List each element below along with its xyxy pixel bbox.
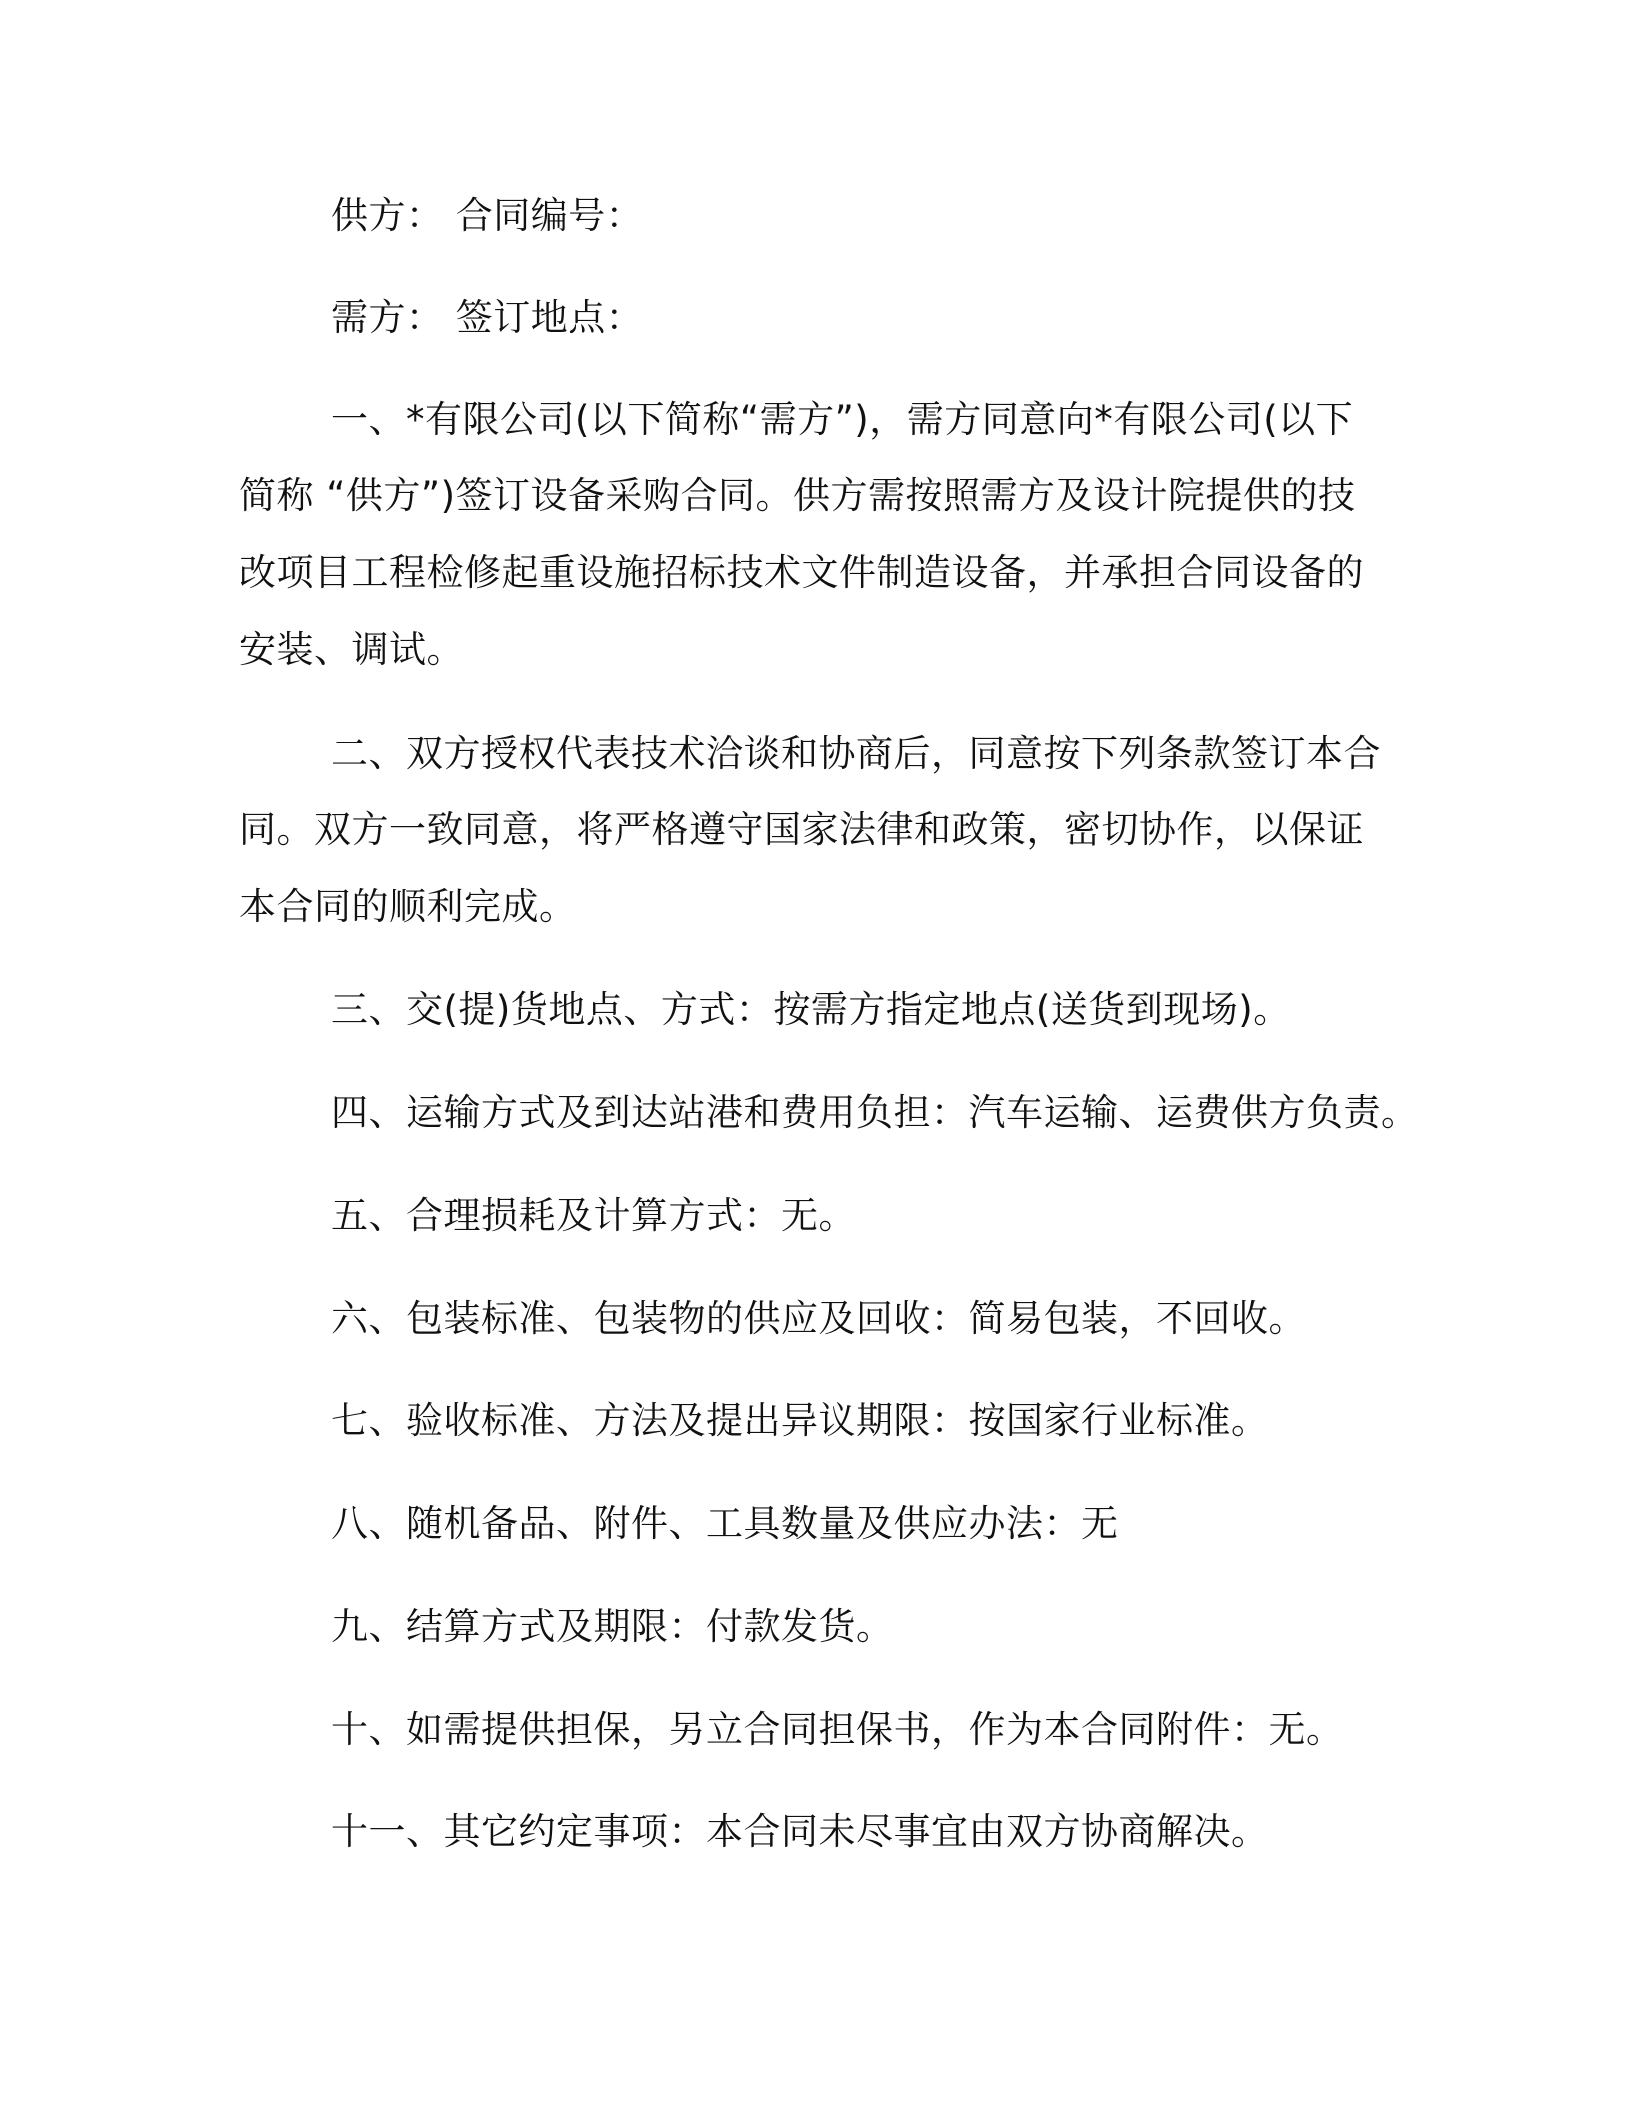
clause-10: 十、如需提供担保，另立合同担保书，作为本合同附件：无。: [331, 1708, 1344, 1751]
clause-1-line-1: 一、*有限公司(以下简称“需方”)，需方同意向*有限公司(以下: [331, 398, 1354, 441]
clause-1-line-4: 安装、调试。: [239, 628, 464, 671]
buyer-signing-place-line: 需方： 签订地点：: [331, 296, 644, 339]
clause-8: 八、随机备品、附件、工具数量及供应办法：无: [331, 1502, 1119, 1545]
clause-9: 九、结算方式及期限：付款发货。: [331, 1605, 894, 1648]
clause-6: 六、包装标准、包装物的供应及回收：简易包装，不回收。: [331, 1297, 1306, 1340]
supplier-contract-number-line: 供方： 合同编号：: [331, 194, 644, 237]
clause-1-line-2: 简称 “供方”)签订设备采购合同。供方需按照需方及设计院提供的技: [239, 474, 1356, 517]
clause-2-line-2: 同。双方一致同意，将严格遵守国家法律和政策，密切协作，以保证: [239, 808, 1364, 851]
clause-7: 七、验收标准、方法及提出异议期限：按国家行业标准。: [331, 1399, 1269, 1442]
clause-4: 四、运输方式及到达站港和费用负担：汽车运输、运费供方负责。: [331, 1091, 1419, 1134]
clause-5: 五、合理损耗及计算方式：无。: [331, 1194, 856, 1237]
clause-3: 三、交(提)货地点、方式：按需方指定地点(送货到现场)。: [331, 988, 1291, 1031]
clause-2-line-1: 二、双方授权代表技术洽谈和协商后，同意按下列条款签订本合: [331, 732, 1381, 775]
clause-2-line-3: 本合同的顺利完成。: [239, 885, 577, 928]
clause-11: 十一、其它约定事项：本合同未尽事宜由双方协商解决。: [331, 1810, 1269, 1853]
clause-1-line-3: 改项目工程检修起重设施招标技术文件制造设备，并承担合同设备的: [239, 551, 1364, 594]
